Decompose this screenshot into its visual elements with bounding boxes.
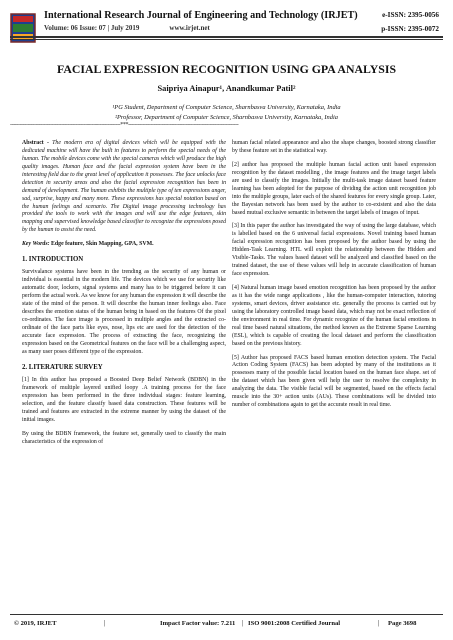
journal-name: International Research Journal of Engineering and Technology (IRJET)	[44, 10, 358, 21]
literature-continuation: human facial related appearance and also the shape changes, boosted strong classifier by these feature set in the statistical way.	[232, 140, 436, 154]
footer-page-number: Page 3698	[388, 620, 417, 627]
affiliation-1: ¹PG Student, Department of Computer Science, Sharnbasva University, Karnataka, India	[112, 104, 341, 111]
footer-separator: |	[104, 619, 106, 627]
p-issn: p-ISSN: 2395-0072	[381, 25, 439, 33]
e-issn: e-ISSN: 2395-0056	[382, 11, 439, 19]
abstract-text: The modern era of digital devices which will be equipped with the dedicated machine will have the built in features to perform the special needs of the human. The mobile devices come with the special cameras which will produce the high quality images. Human face and the facial expression system have been in the interesting field due to the great level of application it possesses. The face unlocks face detection in security areas and also the facial expression recognition has been in demand of development. The human exhibits the multiple type of ten expressions anger, sad, surprise, happy and many more. These expressions has special notation based on the human feelings and scenario. The Digital image processing technology has provided the tools to work with the images and will use the edge features, skin mapping and supervised knowledge based classifier to recognize the expressions posed by the human to assist the need.	[22, 140, 227, 234]
literature-paragraph-1: [1] In this author has proposed a Boosted Deep Belief Network (BDBN) in the framework of multiple layered unified loopy .A training process for the face expression has been performed in the three individual stages: feature learning, selection, and the feature classify based data construction. These features will be trained and features are extracted in the extreme manner by using the dataset of the initial images.	[22, 376, 226, 423]
section-heading-literature-survey: 2. LITERATURE SURVEY	[22, 363, 103, 371]
abstract-paragraph	[22, 140, 226, 235]
literature-paragraph-1b: By using the BDBN framework, the feature set, generally used to classify the main characteristics of the expression of	[22, 430, 226, 445]
section-heading-introduction: 1. INTRODUCTION	[22, 256, 84, 264]
literature-paragraph-4: [4] Natural human image based emotion recognition has been proposed by the author as it has the wide range applications , like the human-computer interaction, tutoring systems, smart devices, driver assistance etc. generally the process is carried out by using the laboratory controlled image based data, which may not be exact reflection of the environment in real time. For dynamic recognize of the human facial emotions in real time based natural situations, the method known as the Extreme Sparse Learning (ESL), which is capable of creating the local dataset and perform the classification based on the previous history.	[232, 285, 436, 347]
footer-copyright: © 2019, IRJET	[14, 620, 57, 627]
footer-separator: |	[242, 619, 244, 627]
introduction-paragraph: Survivalance systems have been in the trending as the security of any human or individual is essential in the modern life. The devices which we use for security like automatic door, lockers, signal systems and many has to be triggered before it can perform the actual work. As we know for any human the expression it will describe the state of the mind of the person. It will describe the human inner feelings also. Face describes the emotion status of the human being in based on the features Of the pixel co-ordinates. The face image is processed in multiple angles and the extracted co-ordinate of the face parts like eyes, nose, lips etc are used for the detection of the accurate face expression. The process of extracting the face, recognizing the expression based on the Geometrical features on the face will be a challenging aspect, as many user poses different type of the expression.	[22, 269, 226, 355]
paper-title: FACIAL EXPRESSION RECOGNITION USING GPA ANALYSIS	[56, 62, 397, 76]
journal-website[interactable]: www.irjet.net	[169, 24, 210, 32]
abstract-label: Abstract -	[22, 140, 49, 146]
paper-authors: Saipriya Ainapur¹, Anandkumar Patil²	[157, 84, 296, 93]
footer-separator: |	[378, 619, 380, 627]
journal-volume-line	[44, 24, 210, 32]
volume-issue: Volume: 06 Issue: 07 | July 2019	[44, 24, 140, 32]
header-rule-thin	[10, 39, 443, 40]
literature-paragraph-2: [2] author has proposed the multiple human facial action unit based expression recognition by the dataset modelling , the image features and the image target labels are used to classify the images. Initially the multi-task image dataset based feature learning has been adopted for the purpose of dividing the action unit recognition job into the multiple groups, later each of the shared features for every single group. Later, the Bayesian network has been used by the author to co-existent and also the data based mutual exclusive semantic in between the target labels of images of input.	[232, 161, 436, 216]
keywords-label: Key Words:	[22, 241, 50, 248]
keywords-text: Edge feature, Skin Mapping, GPA, SVM.	[49, 241, 154, 248]
keywords-paragraph	[22, 241, 226, 249]
header-rule	[10, 36, 443, 38]
literature-paragraph-3: [3] In this paper the author has investigated the way of using the large database, which is labelled based on the 6 universal facial expressions. Novel training based human facial expression recognition has been proposed by the author based by using the Hidden-Task Learning. HTL will exploit the relationship between the Hidden and Visible-Tasks. The values based dataset will be analyzed and classified based on the trained dataset, the use of these values will help in accurate classification of human face expression.	[232, 223, 436, 278]
footer-impact-factor: Impact Factor value: 7.211	[160, 620, 236, 627]
footer-rule	[10, 614, 443, 615]
affiliation-2: ²Professor, Department of Computer Science, Sharnbasva University, Karnataka, India	[115, 114, 338, 121]
literature-paragraph-5: [5] Author has proposed FACS based human emotion detection system. The Facial Action Coding System (FACS) has been adopted by many of the institutions as it possesses many of the possible facial location based on the human face shape. set of the dataset which has been given will help the user to resolve the complexity in analyzing the data. The visible facial will be segmented, based on the effects facial muscle into the 30+ action units (AUs). These combinations will be divided into number of combinations again to get the accurate result in real time.	[232, 354, 436, 409]
right-column	[232, 140, 436, 416]
left-column	[22, 140, 226, 452]
footer-iso: ISO 9001:2008 Certified Journal	[248, 620, 341, 627]
journal-header	[0, 0, 453, 52]
separator-line: ---------------------------------------------------------------------***---------------------------------------------------------------------	[10, 122, 239, 128]
